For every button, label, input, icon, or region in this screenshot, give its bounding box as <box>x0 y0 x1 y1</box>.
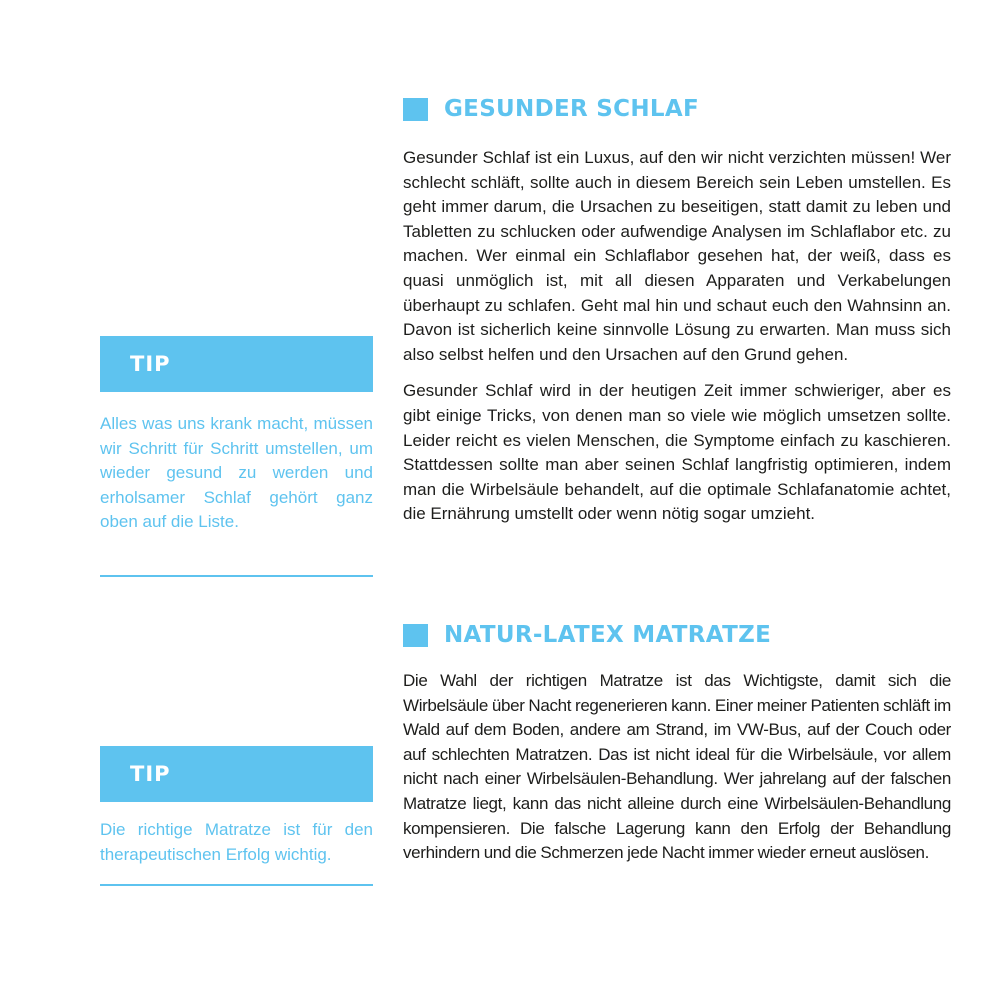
section-gesunder-schlaf <box>403 94 951 527</box>
tip-header <box>100 746 373 802</box>
tip-divider <box>100 575 373 577</box>
tip-title: TIP <box>130 352 171 376</box>
section-title: GESUNDER SCHLAF <box>444 96 699 122</box>
body-paragraph: Gesunder Schlaf wird in der heutigen Zeit immer schwieriger, aber es gibt einige Tricks, von denen man so viele wie möglich umsetzen sollte. Leider reicht es vielen Menschen, die Symptome einfach zu kaschieren. Stattdessen sollte man aber seinen Schlaf langfristig optimieren, indem man die Wirbelsäule behandelt, auf die optimale Schlafanatomie achtet, die Ernährung umstellt oder wenn nötig sogar umzieht. <box>403 381 951 524</box>
section-natur-latex-matratze <box>403 620 951 866</box>
section-title: NATUR-LATEX MATRATZE <box>444 622 772 648</box>
body-paragraph: Gesunder Schlaf ist ein Luxus, auf den wir nicht verzichten müssen! Wer schlecht schläft, sollte auch in diesem Bereich sein Leben umstellen. Es geht immer darum, die Ursachen zu beseitigen, statt damit zu leben und Tabletten zu schlucken oder aufwendige Analysen im Schlaflabor etc. zu machen. Wer einmal ein Schlaflabor gesehen hat, der weiß, dass es quasi unmöglich ist, mit all diesen Apparaten und Verkabelungen überhaupt zu schlafen. Geht mal hin und schaut euch den Wahnsinn an. Davon ist sicherlich keine sinnvolle Lösung zu erwarten. Man muss sich also selbst helfen und den Ursachen auf den Grund gehen. <box>403 148 951 364</box>
tip-box <box>100 336 373 535</box>
tip-divider <box>100 884 373 886</box>
tip-header <box>100 336 373 392</box>
section-heading <box>403 94 951 124</box>
tip-text: Alles was uns krank macht, müssen wir Schritt für Schritt umstellen, um wieder gesund zu werden und erholsamer Schlaf gehört ganz oben auf die Liste. <box>100 414 373 532</box>
square-bullet-icon <box>403 98 428 121</box>
tip-box <box>100 746 373 867</box>
square-bullet-icon <box>403 624 428 647</box>
tip-text: Die richtige Matratze ist für den therapeutischen Erfolg wichtig. <box>100 820 373 864</box>
body-paragraph: Die Wahl der richtigen Matratze ist das Wichtigste, damit sich die Wirbelsäule über Nacht regenerieren kann. Einer meiner Patienten schläft im Wald auf dem Boden, andere am Strand, im VW-Bus, auf der Couch oder auf schlechten Matratzen. Das ist nicht ideal für die Wirbelsäule, vor allem nicht nach einer Wirbelsäulen-Behandlung. Wer jahrelang auf der falschen Matratze liegt, kann das nicht alleine durch eine Wirbelsäulen-Behandlung kompensieren. Die falsche Lagerung kann den Erfolg der Behandlung verhindern und die Schmerzen jede Nacht immer wieder erneut auslösen. <box>403 671 951 863</box>
section-heading <box>403 620 951 650</box>
tip-title: TIP <box>130 762 171 786</box>
